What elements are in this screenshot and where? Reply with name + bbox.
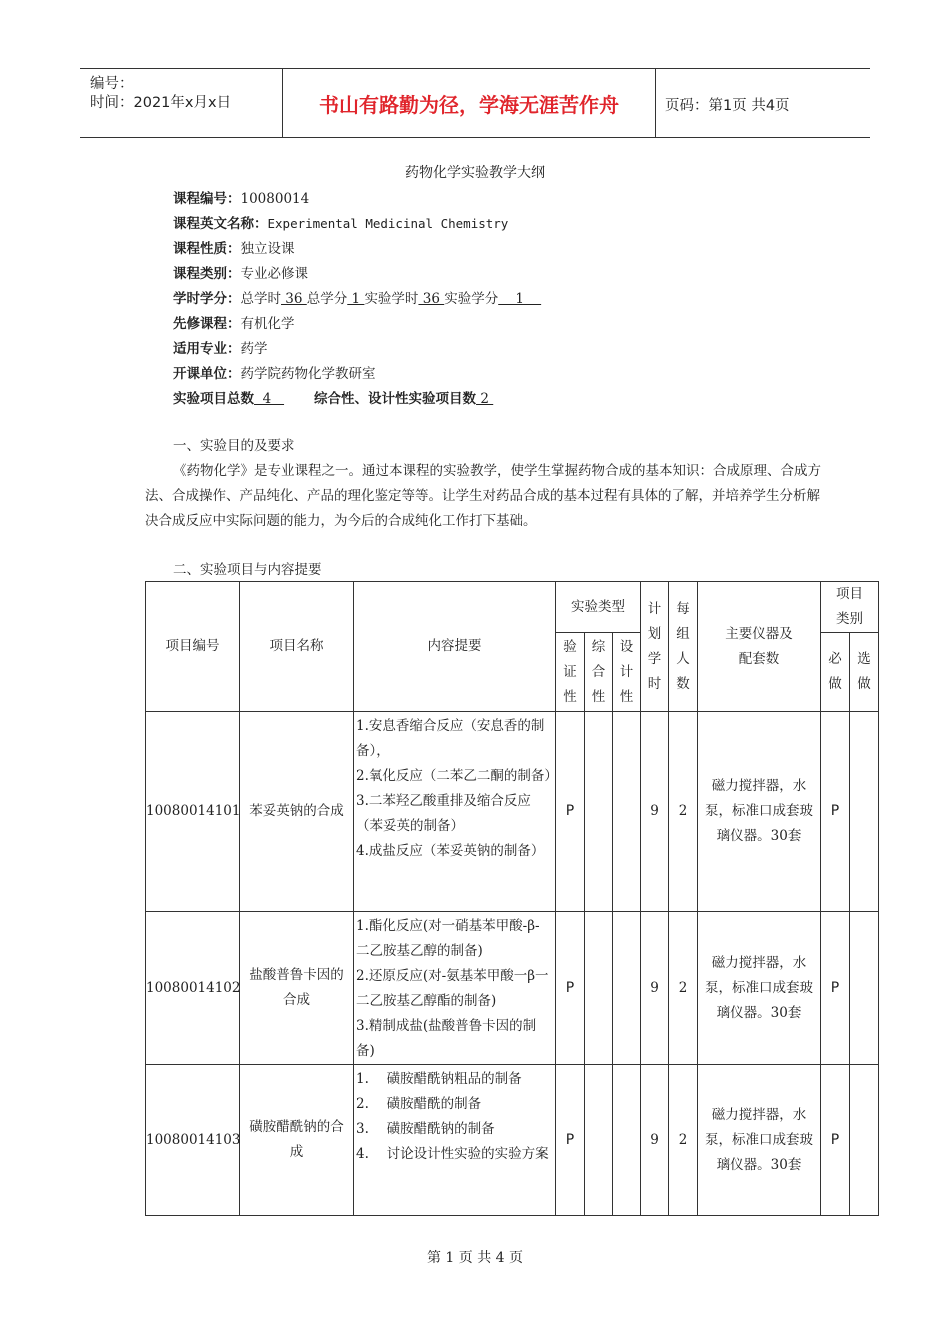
row-comprehensive [585,712,613,912]
page-footer: 第 1 页 共 4 页 [426,1250,524,1266]
row-comprehensive [585,912,613,1065]
page-header [80,68,870,138]
row-required: P [821,712,850,912]
header-page-info: 页码：第1页 共4页 [665,98,790,114]
section1-heading: 一、实验目的及要求 [173,438,295,454]
header-optional: 选做 [850,633,879,712]
row-content: 1.安息香缩合反应（安息香的制备）， 2.氧化反应（二苯乙二酮的制备） 3.二苯羟乙酸重排及缩合反应（苯妥英的制备） 4.成盐反应（苯妥英钠的制备） [354,712,556,912]
info-course-category: 课程类别：专业必修课 [173,266,308,282]
table-header-row [146,582,879,633]
table-row [146,712,879,912]
header-motto: 书山有路勤为径，学海无涯苦作舟 [283,69,656,137]
row-equipment: 磁力搅拌器，水泵，标准口成套玻璃仪器。30套 [698,1065,821,1216]
row-code: 10080014101 [146,712,240,912]
row-group: 2 [669,712,698,912]
table-row [146,912,879,1065]
info-project-totals: 实验项目总数 4 综合性、设计性实验项目数 2 [173,391,494,407]
row-optional [850,912,879,1065]
row-code: 10080014103 [146,1065,240,1216]
header-hours: 计划学时 [641,582,669,712]
section2-heading: 二、实验项目与内容提要 [173,562,322,578]
info-english-name: 课程英文名称：Experimental Medicinal Chemistry [173,216,509,232]
row-verify: P [556,712,585,912]
table-row [146,1065,879,1216]
info-course-nature: 课程性质：独立设课 [173,241,295,257]
document-title: 药物化学实验教学大纲 [405,165,545,181]
header-type: 实验类型 [556,582,641,633]
header-category: 项目类别 [821,582,879,633]
header-verify: 验证性 [556,633,585,712]
row-design [613,1065,641,1216]
info-hours-credits: 学时学分：总学时 36 总学分 1 实验学时 36 实验学分 1 [173,291,542,307]
row-comprehensive [585,1065,613,1216]
row-optional [850,1065,879,1216]
header-content: 内容提要 [354,582,556,712]
header-group: 每组人数 [669,582,698,712]
row-group: 2 [669,1065,698,1216]
info-unit: 开课单位：药学院药物化学教研室 [173,366,376,382]
row-required: P [821,912,850,1065]
header-name: 项目名称 [240,582,354,712]
row-name: 盐酸普鲁卡因的合成 [240,912,354,1065]
section1-text: 《药物化学》是专业课程之一。通过本课程的实验教学，使学生掌握药物合成的基本知识：合成原理、合成方法、合成操作、产品纯化、产品的理化鉴定等等。让学生对药品合成的基本过程有具体的了解，并培养学生分析解决合成反应中实际问题的能力，为今后的合成纯化工作打下基础。 [145,463,821,529]
header-meta [80,69,283,137]
info-prerequisite: 先修课程：有机化学 [173,316,295,332]
info-course-code: 课程编号：10080014 [173,191,310,207]
header-code: 项目编号 [146,582,240,712]
number-label: 编号： [90,76,134,92]
header-design: 设计性 [613,633,641,712]
row-optional [850,712,879,912]
header-comprehensive: 综合性 [585,633,613,712]
projects-table [145,581,879,1216]
row-verify: P [556,912,585,1065]
info-major: 适用专业：药学 [173,341,268,357]
row-required: P [821,1065,850,1216]
header-equipment: 主要仪器及配套数 [698,582,821,712]
row-group: 2 [669,912,698,1065]
row-code: 10080014102 [146,912,240,1065]
row-name: 磺胺醋酰钠的合成 [240,1065,354,1216]
header-required: 必做 [821,633,850,712]
row-verify: P [556,1065,585,1216]
row-hours: 9 [641,712,669,912]
row-content: 1.酯化反应(对一硝基苯甲酸-β-二乙胺基乙醇的制备) 2.还原反应(对-氨基苯甲酸一β一二乙胺基乙醇酯的制备) 3.精制成盐(盐酸普鲁卡因的制备) [354,912,556,1065]
time-label: 时间：2021年x月x日 [90,95,232,111]
row-equipment: 磁力搅拌器，水泵，标准口成套玻璃仪器。30套 [698,712,821,912]
row-name: 苯妥英钠的合成 [240,712,354,912]
row-hours: 9 [641,912,669,1065]
row-design [613,712,641,912]
row-hours: 9 [641,1065,669,1216]
row-design [613,912,641,1065]
row-content: 1. 磺胺醋酰钠粗品的制备 2. 磺胺醋酰的制备 3. 磺胺醋酰钠的制备 4. 讨论设计性实验的实验方案 [354,1065,556,1216]
row-equipment: 磁力搅拌器，水泵，标准口成套玻璃仪器。30套 [698,912,821,1065]
